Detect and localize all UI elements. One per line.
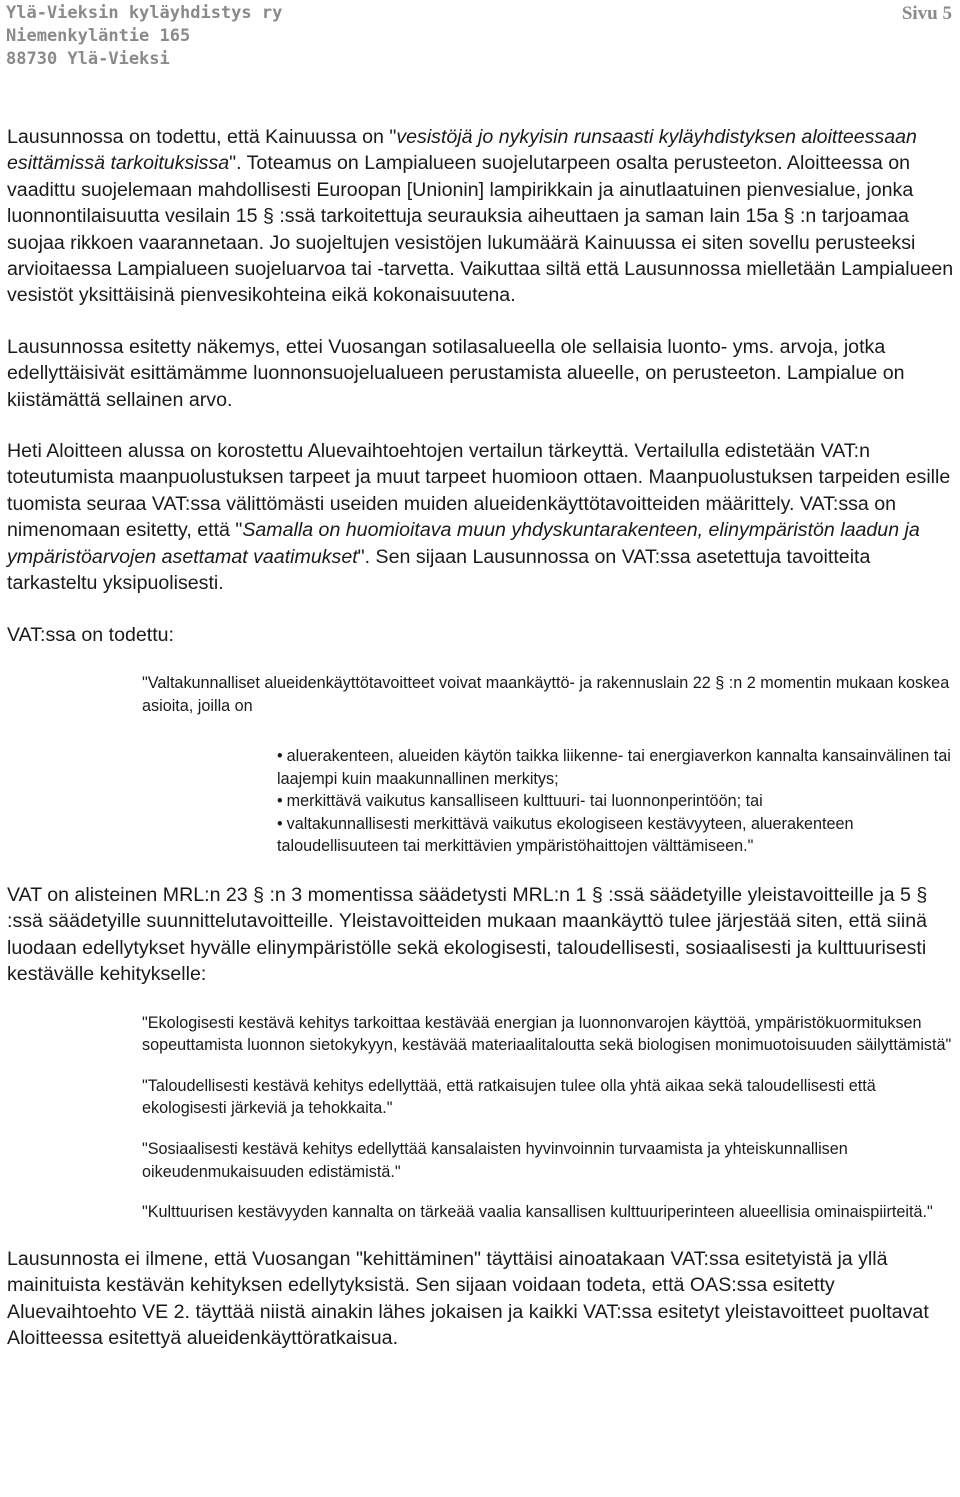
paragraph-1-quote: vesistöjä jo nykyisin runsaasti kyläyhdistyksen aloitteessaan esittämissä tarkoituksissa xyxy=(7,126,917,175)
paragraph-1-rest: ". Toteamus on Lampialueen suojelutarpeen osalta perusteeton. Aloitteessa on vaadittu suojelemaan mahdollisesti Euroopan [Unionin] lampirikkain ja ainutlaatuinen pienvesialue, jonka luonnontilaisuutta vesilain 15 § :ssä tarkoitettuja seurauksia aiheuttaen ja saman lain 15a § :n tarjoamaa suojaa rikkoen vaarannetaan. Jo suojeltujen vesistöjen lukumäärä Kainuussa ei siten sovellu perusteeksi arvioitaessa Lampialueen suojeluarvoa tai -tarvetta. Vaikuttaa siltä että Lausunnossa mielletään Lampialueen vesistöt yksittäisinä pienvesikohteina eikä kokonaisuutena. xyxy=(7,152,954,307)
paragraph-3 xyxy=(7,438,957,596)
bullet-icon: • xyxy=(277,814,283,833)
paragraph-1-lead: Lausunnossa on todettu, että Kainuussa on " xyxy=(7,126,397,148)
quote-economic: "Taloudellisesti kestävä kehitys edellyttää, että ratkaisujen tulee olla yhtä aikaa sekä taloudellisesti että ekologisesti järkeviä ja tehokkaita." xyxy=(142,1076,876,1118)
page-number: Sivu 5 xyxy=(901,3,952,24)
list-item: • merkittävä vaikutus kansalliseen kulttuuri- tai luonnonperintöön; tai xyxy=(277,792,763,811)
paragraph-3-rest: ". Sen sijaan Lausunnossa on VAT:ssa asetettuja tavoitteita tarkasteltu yksipuolisesti. xyxy=(7,545,871,595)
paragraph-3-lead: Heti Aloitteen alussa on korostettu Aluevaihtoehtojen vertailun tärkeyttä. Vertailulla edistetään VAT:n toteutumista maanpuolustuksen tarpeet ja muut tarpeet huomioon ottaen. Maanpuolustuksen tarpeiden esille tuomista seuraa VAT:ssa välittömästi useiden muiden alueidenkäyttötavoitteiden määrittely. VAT:ssa on nimenomaan esitetty, että " xyxy=(7,440,951,542)
bullet-icon: • xyxy=(277,792,283,811)
paragraph-6: Lausunnosta ei ilmene, että Vuosangan "kehittäminen" täyttäisi ainoatakaan VAT:ssa esitetyistä ja yllä mainituista kestävän kehityksen edellytyksistä. Sen sijaan voidaan todeta, että OAS:ssa esitetty Aluevaihtoehto VE 2. täyttää niistä ainakin lähes jokaisen ja kaikki VAT:ssa esitetyt yleistavoitteet puoltavat Aloitteessa esitettyä alueidenkäyttöratkaisua. xyxy=(7,1247,929,1350)
quote-social: "Sosiaalisesti kestävä kehitys edellyttää kansalaisten hyvinvoinnin turvaamista ja yhteiskunnallisen oikeudenmukaisuuden edistämistä." xyxy=(142,1140,848,1181)
header-org-name: Ylä-Vieksin kyläyhdistys ry xyxy=(6,3,283,23)
paragraph-5: VAT on alisteinen MRL:n 23 § :n 3 momentissa säädetysti MRL:n 1 § :ssä säädetyille yleistavoitteille ja 5 § :ssä säädetyille suunnittelutavoitteille. Yleistavoitteiden mukaan maankäyttö tulee järjestää siten, että siinä luodaan edellytykset hyvälle elinympäristölle sekä ekologisesti, taloudellisesti, sosiaalisesti ja kulttuurisesti kestävälle kehitykselle: xyxy=(7,884,928,986)
vat-criteria-list xyxy=(277,745,957,858)
paragraph-2: Lausunnossa esitetty näkemys, ettei Vuosangan sotilasalueella ole sellaisia luonto- yms. arvoja, jotka edellyttäisivät esittämämme luonnonsuojelualueen perustamista alueelle, on perusteeton. Lampialue on kiistämättä sellainen arvo. xyxy=(7,335,905,411)
paragraph-3-quote: Samalla on huomioitava muun yhdyskuntarakenteen, elinympäristön laadun ja ympäristöarvojen asettamat vaatimukset xyxy=(7,519,920,568)
header-postal: 88730 Ylä-Vieksi xyxy=(6,49,170,69)
quote-cultural: "Kulttuurisen kestävyyden kannalta on tärkeää vaalia kansallisen kulttuuriperinteen alueellisia ominaispiirteitä." xyxy=(142,1203,933,1222)
header-street: Niemenkyläntie 165 xyxy=(6,26,191,46)
quote-ecological: "Ekologisesti kestävä kehitys tarkoittaa kestävää energian ja luonnonvarojen käyttöä, ympäristökuormituksen sopeuttamista luonnon sietokykyyn, kestävää materiaalitaloutta sekä biologisen monimuotoisuuden säilyttämistä" xyxy=(142,1013,952,1055)
list-item: • aluerakenteen, alueiden käytön taikka liikenne- tai energiaverkon kannalta kansainvälinen tai laajempi kuin maakunnallinen merkitys; xyxy=(277,747,951,788)
paragraph-4: VAT:ssa on todettu: xyxy=(7,623,175,646)
document-body xyxy=(7,124,957,1351)
list-item: • valtakunnallisesti merkittävä vaikutus ekologiseen kestävyyteen, aluerakenteen taloudellisuuteen tai merkittävien ympäristöhaittojen välttämiseen." xyxy=(277,814,854,856)
page-header xyxy=(6,2,952,71)
bullet-icon: • xyxy=(277,747,283,766)
paragraph-1 xyxy=(7,124,957,309)
quote-vat: "Valtakunnalliset alueidenkäyttötavoitteet voivat maankäyttö- ja rakennuslain 22 § :n 2 momentin mukaan koskea asioita, joilla on xyxy=(142,673,950,715)
